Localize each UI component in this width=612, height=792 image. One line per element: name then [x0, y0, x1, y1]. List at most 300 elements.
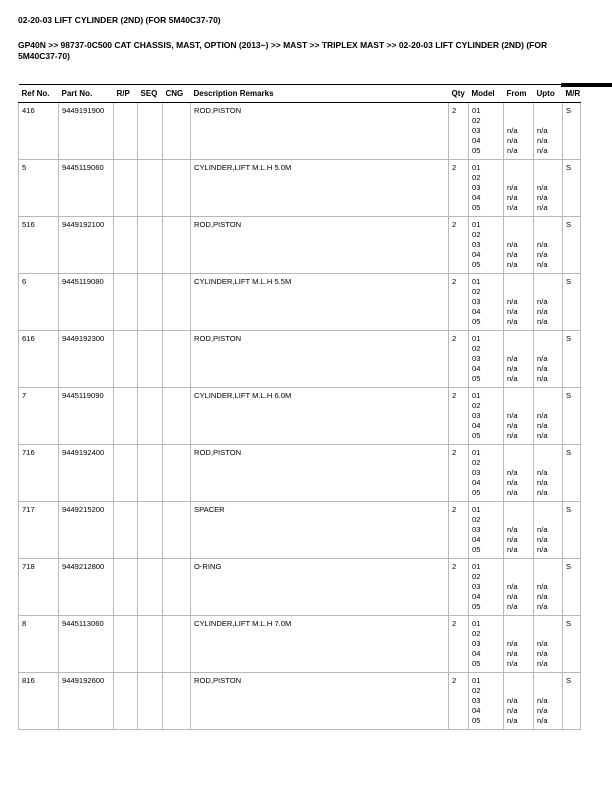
mr-cell: S [563, 616, 581, 673]
stack-line [537, 220, 559, 230]
stack-line: n/a [507, 354, 518, 363]
stack-line: 02 [472, 572, 481, 581]
stack-line: n/a [507, 411, 518, 420]
upto-cell [534, 217, 563, 274]
part-no-cell: 9445119080 [59, 274, 114, 331]
stack-line [537, 277, 559, 287]
stack-line: 01 [472, 562, 481, 571]
cng-cell [163, 388, 191, 445]
column-header-ref-no: Ref No. [19, 85, 59, 103]
ref-no-cell: 6 [19, 274, 59, 331]
stack-line: 04 [472, 136, 481, 145]
qty-cell: 2 [449, 616, 469, 673]
stack-line: n/a [507, 488, 518, 497]
seq-cell [138, 103, 163, 160]
stack-line: n/a [507, 545, 518, 554]
table-row [19, 388, 581, 445]
stack-line: n/a [507, 203, 518, 212]
ref-no-cell: 717 [19, 502, 59, 559]
cng-cell [163, 160, 191, 217]
model-cell [469, 331, 504, 388]
seq-cell [138, 274, 163, 331]
stack-line: n/a [537, 525, 548, 534]
part-no-cell: 9449191900 [59, 103, 114, 160]
stack-line: n/a [537, 354, 548, 363]
stack-line: 05 [472, 659, 481, 668]
seq-cell [138, 445, 163, 502]
mr-cell: S [563, 217, 581, 274]
seq-cell [138, 616, 163, 673]
cng-cell [163, 331, 191, 388]
stack-line [507, 572, 530, 582]
stack-line: 01 [472, 220, 481, 229]
from-cell [504, 160, 534, 217]
stack-line [537, 173, 559, 183]
table-row [19, 616, 581, 673]
model-cell [469, 673, 504, 730]
description-cell: ROD,PISTON [191, 331, 449, 388]
column-header-description: Description Remarks [191, 85, 449, 103]
stack-line [537, 230, 559, 240]
ref-no-cell: 5 [19, 160, 59, 217]
stack-line: 05 [472, 431, 481, 440]
stack-line [507, 220, 530, 230]
rp-cell [114, 388, 138, 445]
stack-line: n/a [537, 468, 548, 477]
ref-no-cell: 516 [19, 217, 59, 274]
stack-line: 05 [472, 374, 481, 383]
cng-cell [163, 673, 191, 730]
stack-line: n/a [537, 250, 548, 259]
stack-line: 03 [472, 468, 481, 477]
stack-line: n/a [507, 374, 518, 383]
stack-line: n/a [507, 260, 518, 269]
seq-cell [138, 502, 163, 559]
header-row [19, 85, 581, 103]
stack-line [537, 676, 559, 686]
stack-line [507, 344, 530, 354]
upto-cell [534, 445, 563, 502]
from-cell [504, 331, 534, 388]
model-cell [469, 217, 504, 274]
description-cell: CYLINDER,LIFT M.L.H 6.0M [191, 388, 449, 445]
column-header-rp: R/P [114, 85, 138, 103]
stack-line [507, 401, 530, 411]
description-cell: CYLINDER,LIFT M.L.H 7.0M [191, 616, 449, 673]
stack-line: 05 [472, 602, 481, 611]
stack-line [537, 163, 559, 173]
rp-cell [114, 103, 138, 160]
mr-cell: S [563, 274, 581, 331]
stack-line: n/a [507, 706, 518, 715]
stack-line: 05 [472, 716, 481, 725]
cng-cell [163, 103, 191, 160]
stack-line [537, 106, 559, 116]
stack-line [507, 163, 530, 173]
qty-cell: 2 [449, 673, 469, 730]
stack-line [507, 629, 530, 639]
stack-line: n/a [507, 193, 518, 202]
stack-line [507, 619, 530, 629]
ref-no-cell: 716 [19, 445, 59, 502]
part-no-cell: 9449192100 [59, 217, 114, 274]
stack-line: n/a [537, 374, 548, 383]
table-row [19, 160, 581, 217]
stack-line: 03 [472, 696, 481, 705]
column-header-upto: Upto [534, 85, 563, 103]
seq-cell [138, 160, 163, 217]
stack-line: n/a [537, 706, 548, 715]
seq-cell [138, 217, 163, 274]
column-header-cng: CNG [163, 85, 191, 103]
from-cell [504, 388, 534, 445]
from-cell [504, 673, 534, 730]
stack-line [507, 391, 530, 401]
stack-line [507, 173, 530, 183]
stack-line: 03 [472, 126, 481, 135]
stack-line: 04 [472, 592, 481, 601]
stack-line: n/a [537, 136, 548, 145]
stack-line: 01 [472, 334, 481, 343]
rp-cell [114, 160, 138, 217]
stack-line: n/a [537, 545, 548, 554]
stack-line: 05 [472, 545, 481, 554]
stack-line: 02 [472, 458, 481, 467]
model-cell [469, 559, 504, 616]
stack-line: n/a [507, 364, 518, 373]
stack-line: n/a [537, 193, 548, 202]
seq-cell [138, 331, 163, 388]
stack-line: 02 [472, 686, 481, 695]
stack-line: n/a [507, 126, 518, 135]
mr-cell: S [563, 331, 581, 388]
stack-line [507, 458, 530, 468]
stack-line [537, 448, 559, 458]
from-cell [504, 502, 534, 559]
stack-line [537, 116, 559, 126]
description-cell: ROD,PISTON [191, 673, 449, 730]
model-cell [469, 445, 504, 502]
stack-line: 04 [472, 421, 481, 430]
stack-line: n/a [537, 146, 548, 155]
upto-cell [534, 331, 563, 388]
stack-line: n/a [537, 592, 548, 601]
qty-cell: 2 [449, 502, 469, 559]
from-cell [504, 274, 534, 331]
stack-line: n/a [537, 240, 548, 249]
stack-line: n/a [507, 431, 518, 440]
stack-line: n/a [537, 431, 548, 440]
stack-line [537, 505, 559, 515]
stack-line: n/a [507, 317, 518, 326]
column-header-seq: SEQ [138, 85, 163, 103]
mr-cell: S [563, 559, 581, 616]
parts-table-body [19, 103, 581, 730]
stack-line: 01 [472, 448, 481, 457]
part-no-cell: 9449192600 [59, 673, 114, 730]
table-row [19, 559, 581, 616]
upto-cell [534, 274, 563, 331]
from-cell [504, 616, 534, 673]
stack-line: n/a [507, 582, 518, 591]
breadcrumb: GP40N >> 98737-0C500 CAT CHASSIS, MAST, OPTION (2013~) >> MAST >> TRIPLEX MAST >> 02-20-03 LIFT CYLINDER (2ND) (FOR 5M40C37-70) [18, 40, 548, 61]
stack-line: 02 [472, 287, 481, 296]
description-cell: CYLINDER,LIFT M.L.H 5.5M [191, 274, 449, 331]
rp-cell [114, 274, 138, 331]
stack-line [507, 106, 530, 116]
stack-line: 04 [472, 364, 481, 373]
stack-line [507, 515, 530, 525]
model-cell [469, 502, 504, 559]
stack-line: n/a [507, 146, 518, 155]
stack-line: n/a [537, 317, 548, 326]
stack-line: 05 [472, 203, 481, 212]
column-header-qty: Qty [449, 85, 469, 103]
column-header-mr: M/R [563, 85, 581, 103]
stack-line: 04 [472, 706, 481, 715]
model-cell [469, 103, 504, 160]
column-header-model: Model [469, 85, 504, 103]
model-cell [469, 388, 504, 445]
table-row [19, 502, 581, 559]
stack-line: n/a [507, 421, 518, 430]
cng-cell [163, 445, 191, 502]
stack-line [507, 277, 530, 287]
model-cell [469, 274, 504, 331]
stack-line: n/a [537, 411, 548, 420]
stack-line: n/a [537, 260, 548, 269]
parts-table [18, 84, 581, 730]
qty-cell: 2 [449, 103, 469, 160]
column-header-from: From [504, 85, 534, 103]
ref-no-cell: 718 [19, 559, 59, 616]
cng-cell [163, 274, 191, 331]
description-cell: ROD,PISTON [191, 445, 449, 502]
table-row [19, 673, 581, 730]
stack-line: n/a [537, 649, 548, 658]
model-cell [469, 160, 504, 217]
stack-line: n/a [507, 602, 518, 611]
stack-line: n/a [537, 602, 548, 611]
cng-cell [163, 217, 191, 274]
qty-cell: 2 [449, 388, 469, 445]
ref-no-cell: 616 [19, 331, 59, 388]
table-row [19, 103, 581, 160]
stack-line [537, 562, 559, 572]
stack-line: 01 [472, 163, 481, 172]
upto-cell [534, 160, 563, 217]
stack-line: 04 [472, 649, 481, 658]
mr-cell: S [563, 388, 581, 445]
qty-cell: 2 [449, 160, 469, 217]
part-no-cell: 9445113060 [59, 616, 114, 673]
stack-line: 03 [472, 582, 481, 591]
part-no-cell: 9445119060 [59, 160, 114, 217]
rp-cell [114, 673, 138, 730]
stack-line: n/a [537, 183, 548, 192]
column-header-part-no: Part No. [59, 85, 114, 103]
stack-line: 04 [472, 193, 481, 202]
stack-line: 01 [472, 619, 481, 628]
mr-cell: S [563, 103, 581, 160]
stack-line [537, 629, 559, 639]
stack-line [537, 287, 559, 297]
upto-cell [534, 388, 563, 445]
cng-cell [163, 616, 191, 673]
stack-line: n/a [537, 716, 548, 725]
stack-line: n/a [537, 639, 548, 648]
rp-cell [114, 616, 138, 673]
stack-line [507, 448, 530, 458]
stack-line: 03 [472, 411, 481, 420]
ref-no-cell: 8 [19, 616, 59, 673]
qty-cell: 2 [449, 217, 469, 274]
part-no-cell: 9449192400 [59, 445, 114, 502]
stack-line: 05 [472, 488, 481, 497]
table-row [19, 274, 581, 331]
part-no-cell: 9449215200 [59, 502, 114, 559]
cng-cell [163, 502, 191, 559]
table-row [19, 445, 581, 502]
ref-no-cell: 7 [19, 388, 59, 445]
stack-line: 04 [472, 478, 481, 487]
stack-line: n/a [537, 203, 548, 212]
upto-cell [534, 502, 563, 559]
stack-line: n/a [507, 716, 518, 725]
stack-line: n/a [537, 478, 548, 487]
page-title: 02-20-03 LIFT CYLINDER (2ND) (FOR 5M40C37-70) [18, 15, 221, 25]
upto-cell [534, 673, 563, 730]
cng-cell [163, 559, 191, 616]
stack-line [537, 686, 559, 696]
part-no-cell: 9449212800 [59, 559, 114, 616]
stack-line: 04 [472, 535, 481, 544]
stack-line [537, 458, 559, 468]
stack-line [507, 116, 530, 126]
qty-cell: 2 [449, 445, 469, 502]
stack-line: n/a [507, 136, 518, 145]
upto-cell [534, 616, 563, 673]
description-cell: ROD,PISTON [191, 217, 449, 274]
qty-cell: 2 [449, 331, 469, 388]
mr-cell: S [563, 673, 581, 730]
description-cell: O-RING [191, 559, 449, 616]
stack-line: n/a [537, 696, 548, 705]
stack-line: 02 [472, 116, 481, 125]
stack-line: n/a [507, 535, 518, 544]
stack-line: 05 [472, 317, 481, 326]
stack-line: 02 [472, 515, 481, 524]
stack-line: 01 [472, 391, 481, 400]
from-cell [504, 559, 534, 616]
stack-line: n/a [537, 421, 548, 430]
rp-cell [114, 559, 138, 616]
stack-line: n/a [507, 478, 518, 487]
stack-line: n/a [507, 297, 518, 306]
part-no-cell: 9445119090 [59, 388, 114, 445]
upto-cell [534, 559, 563, 616]
from-cell [504, 217, 534, 274]
stack-line [507, 230, 530, 240]
from-cell [504, 103, 534, 160]
stack-line: n/a [507, 250, 518, 259]
rp-cell [114, 502, 138, 559]
stack-line [537, 344, 559, 354]
stack-line: 03 [472, 639, 481, 648]
mr-cell: S [563, 445, 581, 502]
stack-line: 05 [472, 146, 481, 155]
stack-line [537, 334, 559, 344]
stack-line: 04 [472, 307, 481, 316]
stack-line [507, 287, 530, 297]
stack-line: 02 [472, 344, 481, 353]
ref-no-cell: 416 [19, 103, 59, 160]
stack-line: n/a [507, 525, 518, 534]
stack-line: 01 [472, 676, 481, 685]
stack-line [507, 676, 530, 686]
table-row [19, 217, 581, 274]
stack-line [537, 401, 559, 411]
stack-line: n/a [507, 649, 518, 658]
stack-line: n/a [537, 297, 548, 306]
stack-line: 02 [472, 173, 481, 182]
parts-table-container [18, 84, 580, 730]
mr-cell: S [563, 502, 581, 559]
stack-line: 03 [472, 240, 481, 249]
qty-cell: 2 [449, 559, 469, 616]
stack-line [537, 391, 559, 401]
stack-line: 03 [472, 297, 481, 306]
stack-line [507, 334, 530, 344]
stack-line: n/a [537, 659, 548, 668]
mr-cell: S [563, 160, 581, 217]
description-cell: ROD,PISTON [191, 103, 449, 160]
rp-cell [114, 217, 138, 274]
seq-cell [138, 673, 163, 730]
stack-line: n/a [507, 307, 518, 316]
description-cell: SPACER [191, 502, 449, 559]
rp-cell [114, 445, 138, 502]
stack-line [537, 572, 559, 582]
stack-line: n/a [537, 307, 548, 316]
stack-line: 02 [472, 401, 481, 410]
stack-line: n/a [507, 659, 518, 668]
ref-no-cell: 816 [19, 673, 59, 730]
stack-line: 05 [472, 260, 481, 269]
qty-cell: 2 [449, 274, 469, 331]
stack-line: 04 [472, 250, 481, 259]
model-cell [469, 616, 504, 673]
stack-line: 03 [472, 183, 481, 192]
table-row [19, 331, 581, 388]
stack-line: n/a [507, 240, 518, 249]
stack-line: n/a [507, 592, 518, 601]
from-cell [504, 445, 534, 502]
stack-line: n/a [537, 364, 548, 373]
stack-line [537, 619, 559, 629]
stack-line [507, 562, 530, 572]
stack-line: n/a [507, 639, 518, 648]
stack-line: n/a [537, 126, 548, 135]
stack-line: n/a [537, 488, 548, 497]
stack-line: n/a [507, 468, 518, 477]
upto-cell [534, 103, 563, 160]
stack-line [507, 505, 530, 515]
stack-line [537, 515, 559, 525]
part-no-cell: 9449192300 [59, 331, 114, 388]
stack-line: n/a [537, 535, 548, 544]
description-cell: CYLINDER,LIFT M.L.H 5.0M [191, 160, 449, 217]
